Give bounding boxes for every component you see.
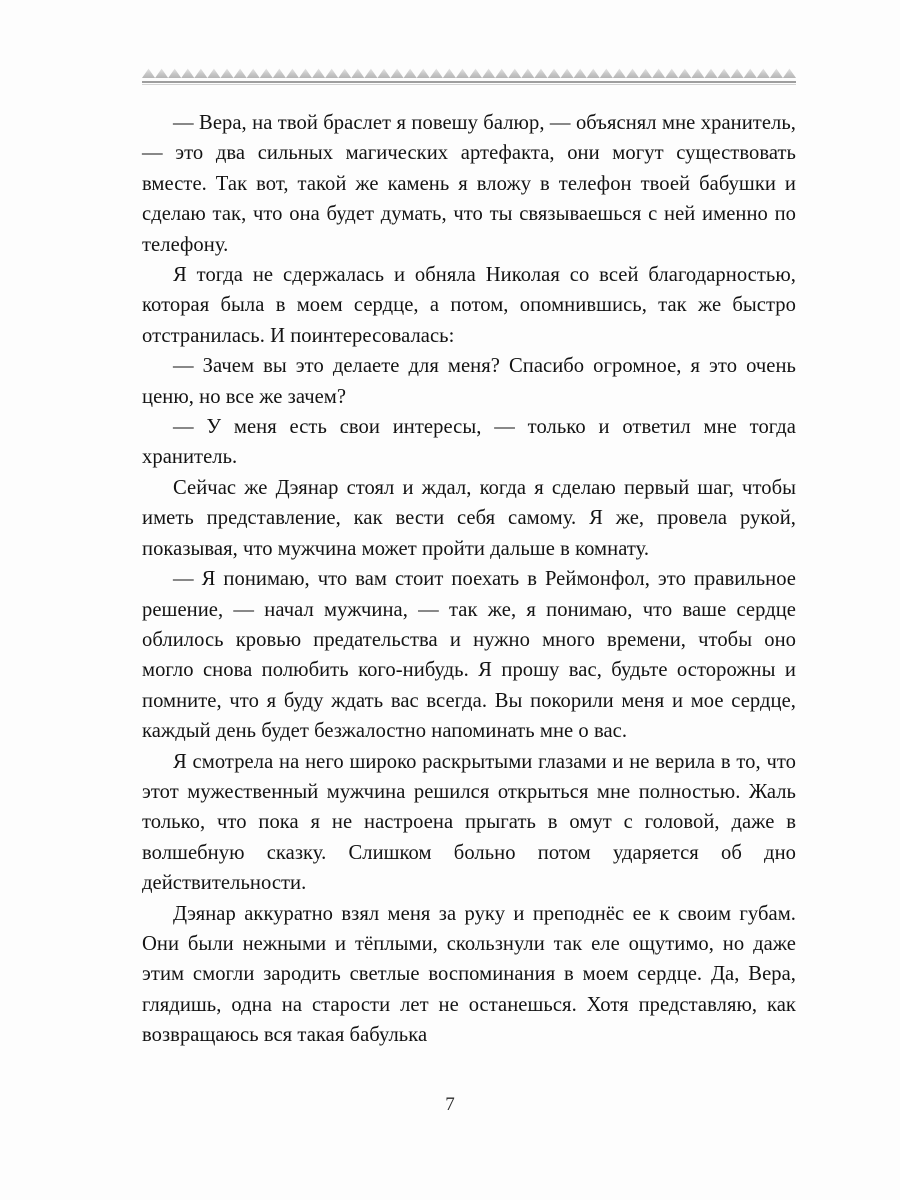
body-text — [142, 108, 796, 1051]
paragraph: Сейчас же Дэянар стоял и ждал, когда я сделаю первый шаг, чтобы иметь представление, как вести себя самому. Я же, провела рукой, показывая, что мужчина может пройти дальше в комнату. — [142, 476, 796, 560]
paragraph: — Я понимаю, что вам стоит поехать в Реймонфол, это правильное решение, — начал мужчина, — так же, я понимаю, что ваше сердце облилось кровью предательства и нужно много времени, чтобы оно могло снова полюбить кого-нибудь. Я прошу вас, будьте осторожны и помните, что я буду ждать вас всегда. Вы покорили меня и мое сердце, каждый день будет безжалостно напоминать мне о вас. — [142, 568, 796, 743]
paragraph: — У меня есть свои интересы, — только и ответил мне тогда хранитель. — [142, 416, 796, 469]
paragraph: Я смотрела на него широко раскрытыми глазами и не верила в то, что этот мужественный мужчина решился открыться мне полностью. Жаль только, что пока я не настроена прыгать в омут с головой, даже в волшебную сказку. Слишком больно потом ударяется об дно действительности. — [142, 750, 796, 895]
paragraph: Дэянар аккуратно взял меня за руку и преподнёс ее к своим губам. Они были нежными и тёплыми, скользнули так еле ощутимо, но даже этим смогли зародить светлые воспоминания в моем сердце. Да, Вера, глядишь, одна на старости лет не останешься. Хотя представляю, как возвращаюсь вся такая бабулька — [142, 902, 796, 1047]
ornament-rule-secondary — [142, 84, 796, 85]
paragraph: — Зачем вы это делаете для меня? Спасибо огромное, я это очень ценю, но все же зачем? — [142, 355, 796, 408]
ornament-teeth — [142, 68, 796, 78]
paragraph: Я тогда не сдержалась и обняла Николая со всей благодарностью, которая была в моем сердце, а потом, опомнившись, так же быстро отстранилась. И поинтересовалась: — [142, 264, 796, 347]
page-number: 7 — [445, 1094, 455, 1115]
sawtooth-triangles-divider-icon — [142, 68, 796, 86]
paragraph: — Вера, на твой браслет я повешу балюр, — объяснял мне хранитель, — это два сильных магических артефакта, они могут существовать вместе. Так вот, такой же камень я вложу в телефон твоей бабушки и сделаю так, что она будет думать, что ты связываешься с ней именно по телефону. — [142, 112, 796, 256]
ornament-rule-primary — [142, 81, 796, 83]
